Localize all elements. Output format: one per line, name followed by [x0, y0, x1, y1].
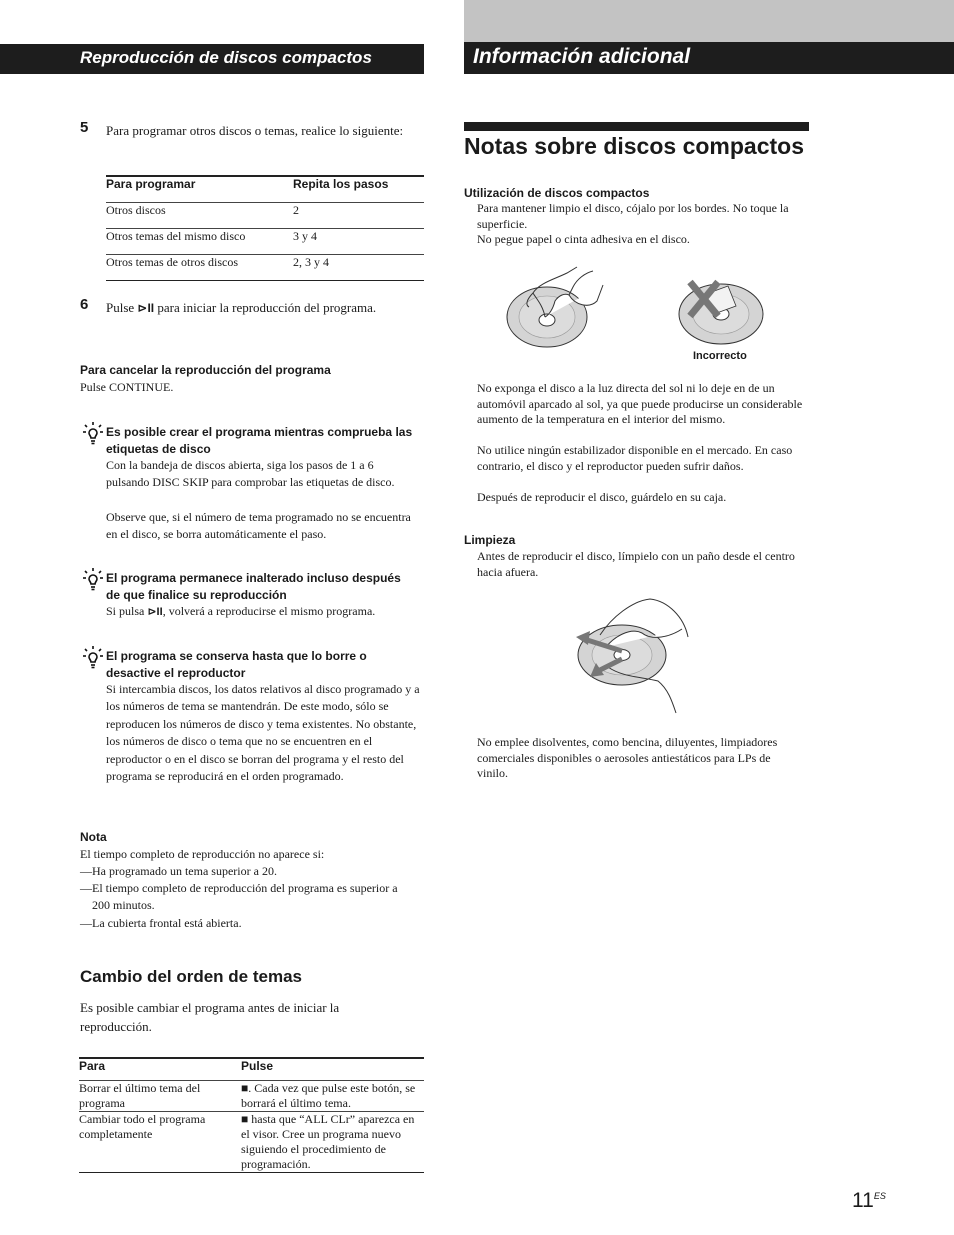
table-cell: Otros temas de otros discos	[106, 254, 293, 280]
disc-handling-incorrect-illustration	[676, 278, 768, 348]
figure-caption: Incorrecto	[693, 350, 747, 362]
cambio-heading: Cambio del orden de temas	[80, 967, 302, 986]
table-cell: Otros temas del mismo disco	[106, 228, 293, 254]
nota-item: —Ha programado un tema superior a 20.	[80, 864, 277, 878]
warning-paragraph: No exponga el disco a la luz directa del sol ni lo deje en de un automóvil aparcado al sol, ya que puede producirse un considerable aumento de la temperatura en el interior del mismo.	[477, 381, 803, 426]
step-6-text-b: para iniciar la reproducción del programa.	[154, 300, 377, 315]
step-5-text: Para programar otros discos o temas, realice lo siguiente:	[106, 123, 404, 138]
uso-paragraph: No pegue papel o cinta adhesiva en el disco.	[477, 232, 690, 246]
table-cell: ■. Cada vez que pulse este botón, se borrará el último tema.	[241, 1081, 424, 1112]
disc-handling-correct-illustration	[505, 265, 615, 350]
table-row	[106, 202, 424, 228]
tip-3-heading: El programa se conserva hasta que lo borre o desactive el reproductor	[106, 649, 367, 680]
tip-1-paragraph: Con la bandeja de discos abierta, siga los pasos de 1 a 6 pulsando DISC SKIP para comprobar las etiquetas de disco.	[106, 458, 395, 490]
uso-paragraph: Para mantener limpio el disco, cójalo por los bordes. No toque la superficie.	[477, 201, 789, 231]
table-header: Para programar	[106, 177, 196, 191]
page-title: Notas sobre discos compactos	[464, 133, 804, 159]
play-pause-icon: ⊳II	[137, 301, 155, 315]
table-cell: Otros discos	[106, 202, 293, 228]
step-6-text	[106, 298, 406, 318]
step-6-text-a: Pulse	[106, 300, 138, 315]
nota-item: —El tiempo completo de reproducción del programa es superior a 200 minutos.	[80, 881, 398, 913]
nota-heading: Nota	[80, 830, 107, 844]
warning-paragraph: No utilice ningún estabilizador disponible en el mercado. En caso contrario, el disco y el reproductor pueden sufrir daños.	[477, 443, 793, 473]
page-suffix: ES	[873, 1191, 886, 1201]
section-title-right: Información adicional	[473, 45, 691, 68]
page-number	[852, 1189, 886, 1213]
limpieza-text: Antes de reproducir el disco, límpielo con un paño desde el centro hacia afuera.	[477, 549, 795, 579]
tip-3-paragraph: Si intercambia discos, los datos relativos al disco programado y a los números de tema se mantendrán. De este modo, sólo se reproducen los números de disco y tema existentes. No obstante, los números de disco o tema que no se encuentren en el reproductor o en el disco se borran del programa y el resto del programa se reproducirá en el orden programado.	[106, 682, 420, 784]
program-steps-table	[106, 175, 424, 281]
uso-heading: Utilización de discos compactos	[464, 186, 650, 200]
table-row	[106, 228, 424, 254]
page-number-value: 11	[852, 1189, 874, 1212]
tip-bulb-icon	[82, 645, 104, 669]
final-paragraph: No emplee disolventes, como bencina, diluyentes, limpiadores comerciales disponibles o aerosoles antiestáticos para LPs de vinilo.	[477, 735, 778, 780]
header-gray-band	[464, 0, 954, 42]
cancel-heading: Para cancelar la reproducción del programa	[80, 363, 331, 377]
table-cell: Borrar el último tema del programa	[79, 1081, 241, 1112]
title-rule	[464, 122, 809, 131]
disc-cleaning-illustration	[572, 597, 692, 717]
table-row	[79, 1112, 424, 1173]
table-row	[79, 1081, 424, 1112]
table-cell: 2	[293, 202, 424, 228]
table-header: Repita los pasos	[293, 177, 389, 191]
table-cell: 2, 3 y 4	[293, 254, 424, 280]
tip-bulb-icon	[82, 567, 104, 591]
cambio-text: Es posible cambiar el programa antes de iniciar la reproducción.	[80, 1000, 340, 1034]
table-header: Pulse	[241, 1059, 274, 1073]
section-header-right	[464, 42, 954, 74]
section-title-left: Reproducción de discos compactos	[80, 48, 372, 67]
cancel-text: Pulse CONTINUE.	[80, 380, 174, 394]
play-pause-icon: ⊳II	[147, 606, 163, 618]
step-5-number: 5	[80, 119, 89, 136]
table-row	[106, 254, 424, 280]
warning-paragraph: Después de reproducir el disco, guárdelo en su caja.	[477, 490, 727, 504]
tip-2-text	[106, 603, 424, 621]
section-header-left	[0, 44, 424, 74]
tip-1-paragraph: Observe que, si el número de tema programado no se encuentra en el disco, se borra automáticamente el paso.	[106, 510, 411, 542]
tip-2-heading: El programa permanece inalterado incluso después de que finalice su reproducción	[106, 571, 401, 602]
nota-intro: El tiempo completo de reproducción no aparece si:	[80, 847, 325, 861]
tip-2-text-a: Si pulsa	[106, 604, 148, 618]
table-cell: ■ hasta que “ALL CLr” aparezca en el visor. Cree un programa nuevo siguiendo el procedimiento de programación.	[241, 1112, 424, 1173]
table-cell: 3 y 4	[293, 228, 424, 254]
table-header: Para	[79, 1059, 106, 1073]
tip-bulb-icon	[82, 421, 104, 445]
tip-1-heading: Es posible crear el programa mientras comprueba las etiquetas de disco	[106, 425, 413, 456]
tip-2-text-b: , volverá a reproducirse el mismo programa.	[162, 604, 376, 618]
limpieza-heading: Limpieza	[464, 533, 516, 547]
change-order-table	[79, 1057, 424, 1173]
step-6-number: 6	[80, 296, 89, 313]
nota-item: —La cubierta frontal está abierta.	[80, 916, 242, 930]
table-cell: Cambiar todo el programa completamente	[79, 1112, 241, 1173]
